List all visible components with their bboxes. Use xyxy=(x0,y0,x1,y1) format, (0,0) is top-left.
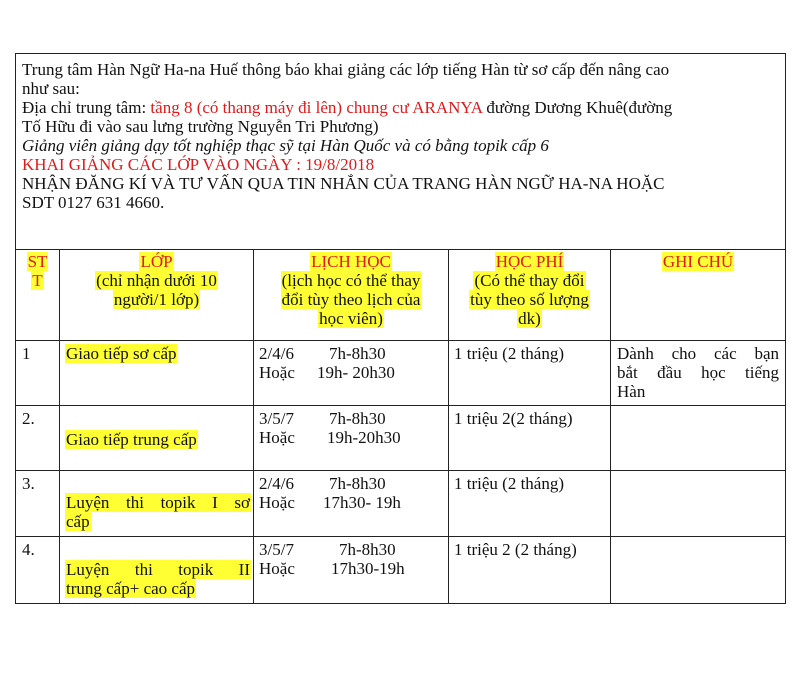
class-schedule-table xyxy=(16,249,785,603)
row-3-days: 2/4/6 xyxy=(259,474,294,493)
header-class xyxy=(60,252,253,309)
row-1-note xyxy=(617,344,779,401)
address-highlight: tầng 8 (có thang máy đi lên) chung cư ARANYA xyxy=(150,98,483,117)
row-1-class-name: Giao tiếp sơ cấp xyxy=(66,344,177,363)
row-3-or: Hoặc xyxy=(259,493,295,512)
row-4-schedule xyxy=(259,540,447,578)
address-line xyxy=(22,98,779,117)
row-3-fee: 1 triệu (2 tháng) xyxy=(454,474,564,493)
row-3-schedule xyxy=(259,474,447,512)
table-rule xyxy=(16,249,785,250)
header-fee-title: HỌC PHÍ xyxy=(495,252,564,271)
row-3-class-line1: Luyện thi topik I sơ xyxy=(66,493,250,512)
row-4-fee: 1 triệu 2 (2 tháng) xyxy=(454,540,577,559)
row-1-time2: 19h- 20h30 xyxy=(317,363,395,382)
row-3-stt: 3. xyxy=(22,474,35,493)
row-3-class xyxy=(65,493,251,531)
header-stt-a: ST xyxy=(27,252,48,271)
row-1-note-line2: bắt đầu học tiếng xyxy=(617,363,779,382)
header-class-title: LỚP xyxy=(140,252,173,271)
row-2-fee: 1 triệu 2(2 tháng) xyxy=(454,409,573,428)
table-rule xyxy=(16,340,785,341)
row-1-schedule xyxy=(259,344,447,382)
table-rule xyxy=(16,536,785,537)
row-4-class-line2: trung cấp+ cao cấp xyxy=(66,579,195,598)
register-line-1: NHẬN ĐĂNG KÍ VÀ TƯ VẤN QUA TIN NHẮN CỦA TRANG HÀN NGỮ HA-NA HOẶC xyxy=(22,174,665,193)
row-4-class-line1: Luyện thi topik II xyxy=(66,560,250,579)
row-4-or: Hoặc xyxy=(259,559,295,578)
row-2-or: Hoặc xyxy=(259,428,295,447)
address-line-2: Tố Hữu đi vào sau lưng trường Nguyễn Tri Phương) xyxy=(22,117,379,136)
opening-date: KHAI GIẢNG CÁC LỚP VÀO NGÀY : 19/8/2018 xyxy=(22,155,375,174)
row-1-note-line1: Dành cho các bạn xyxy=(617,344,779,363)
row-1-time1: 7h-8h30 xyxy=(329,344,386,363)
row-1-days: 2/4/6 xyxy=(259,344,294,363)
row-1-note-line3: Hàn xyxy=(617,382,646,401)
row-2-schedule xyxy=(259,409,447,447)
header-note-title: GHI CHÚ xyxy=(662,252,734,271)
row-4-stt: 4. xyxy=(22,540,35,559)
intro-line-2: như sau: xyxy=(22,79,80,98)
row-1-or: Hoặc xyxy=(259,363,295,382)
header-fee-sub1: (Có thể thay đổi xyxy=(474,271,585,290)
row-1-class xyxy=(65,344,251,363)
row-4-time2: 17h30-19h xyxy=(331,559,405,578)
row-2-days: 3/5/7 xyxy=(259,409,294,428)
row-2-class-name: Giao tiếp trung cấp xyxy=(66,430,197,449)
row-3-time1: 7h-8h30 xyxy=(329,474,386,493)
row-1-fee: 1 triệu (2 tháng) xyxy=(454,344,564,363)
address-prefix: Địa chỉ trung tâm: xyxy=(22,98,151,117)
header-note xyxy=(611,252,785,271)
row-3-time2: 17h30- 19h xyxy=(323,493,401,512)
row-4-time1: 7h-8h30 xyxy=(339,540,396,559)
header-fee-sub2: tùy theo số lượng xyxy=(470,290,589,309)
table-col-rule xyxy=(610,249,611,603)
register-line-2: SDT 0127 631 4660. xyxy=(22,193,165,212)
header-stt-b: T xyxy=(32,271,43,290)
header-stt xyxy=(16,252,59,290)
address-suffix: đường Dương Khuê(đường xyxy=(482,98,673,117)
row-2-class xyxy=(65,430,251,449)
announcement-sheet xyxy=(15,53,786,604)
teacher-note: Giảng viên giảng dạy tốt nghiệp thạc sỹ tại Hàn Quốc và có bằng topik cấp 6 xyxy=(22,136,549,155)
header-schedule-sub2: đổi tùy theo lịch của xyxy=(281,290,421,309)
row-1-stt: 1 xyxy=(22,344,31,363)
header-schedule-sub3: học viên) xyxy=(319,309,383,328)
row-2-stt: 2. xyxy=(22,409,35,428)
row-3-class-line2: cấp xyxy=(66,512,90,531)
row-4-class xyxy=(65,560,251,598)
table-rule xyxy=(16,405,785,406)
table-rule xyxy=(16,470,785,471)
header-class-sub1: (chỉ nhận dưới 10 xyxy=(96,271,217,290)
row-2-time1: 7h-8h30 xyxy=(329,409,386,428)
header-schedule-sub1: (lịch học có thể thay xyxy=(281,271,421,290)
header-fee-sub3: dk) xyxy=(518,309,541,328)
row-4-days: 3/5/7 xyxy=(259,540,294,559)
header-schedule-title: LỊCH HỌC xyxy=(311,252,391,271)
intro-block xyxy=(16,54,785,249)
header-fee xyxy=(449,252,610,328)
header-class-sub2: người/1 lớp) xyxy=(113,290,200,309)
header-schedule xyxy=(254,252,448,328)
row-2-time2: 19h-20h30 xyxy=(327,428,401,447)
intro-line-1: Trung tâm Hàn Ngữ Ha-na Huế thông báo khai giảng các lớp tiếng Hàn từ sơ cấp đến nâng cao xyxy=(22,60,670,79)
